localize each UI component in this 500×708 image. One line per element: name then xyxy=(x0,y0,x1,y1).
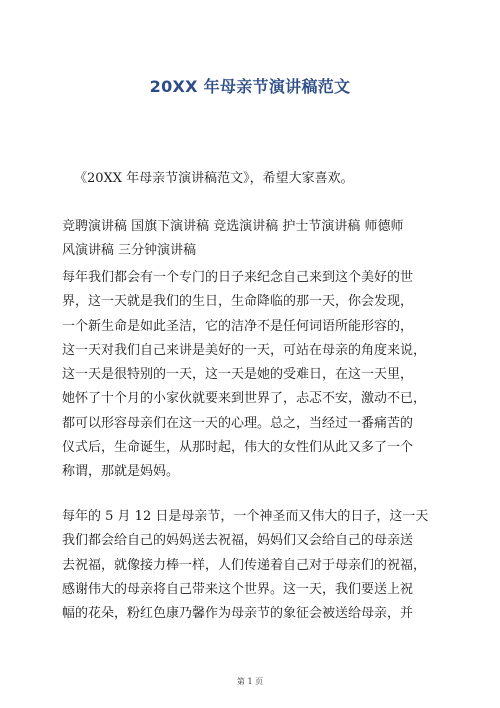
paragraph-line: 仪式后，生命诞生，从那时起，伟大的女性们从此又多了一个 xyxy=(62,440,414,456)
page-number: 第 1 页 xyxy=(236,677,264,686)
paragraph-line: 去祝福，就像接力棒一样，人们传递着自己对于母亲们的祝福， xyxy=(62,557,427,573)
paragraph-2 xyxy=(62,505,442,626)
paragraph-line: 称谓，那就是妈妈。 xyxy=(62,464,180,480)
document-title: 20XX 年母亲节演讲稿范文 xyxy=(149,77,351,96)
paragraph-line: 每年的 5 月 12 日是母亲节，一个神圣而又伟大的日子，这一天 xyxy=(62,509,429,524)
paragraph-line: 每年我们都会有一个专门的日子来纪念自己来到这个美好的世 xyxy=(62,270,414,285)
paragraph-1 xyxy=(62,266,442,485)
paragraph-line: 感谢伟大的母亲将自己带来这个世界。这一天，我们要送上祝 xyxy=(62,581,414,597)
paragraph-line: 一个新生命是如此圣洁，它的洁净不是任何词语所能形容的， xyxy=(62,318,414,334)
paragraph-line: 都可以形容母亲们在这一天的心理。总之，当经过一番痛苦的 xyxy=(62,415,414,431)
paragraph-line: 她怀了十个月的小家伙就要来到世界了，忐忑不安，激动不已， xyxy=(62,391,427,407)
paragraph-line: 我们都会给自己的妈妈送去祝福，妈妈们又会给自己的母亲送 xyxy=(62,533,414,549)
paragraph-line: 这一天对我们自己来讲是美好的一天，可站在母亲的角度来说， xyxy=(62,342,427,358)
speech-links xyxy=(62,215,442,264)
paragraph-line: 幅的花朵，粉红色康乃馨作为母亲节的象征会被送给母亲，并 xyxy=(62,606,414,622)
paragraph-line: 界，这一天就是我们的生日，生命降临的那一天，你会发现， xyxy=(62,294,414,310)
intro-line: 《20XX 年母亲节演讲稿范文》，希望大家喜欢。 xyxy=(74,171,354,186)
links-line: 风演讲稿 三分钟演讲稿 xyxy=(62,243,197,259)
paragraph-line: 这一天是很特别的一天，这一天是她的受难日，在这一天里， xyxy=(62,367,414,383)
links-line: 竞聘演讲稿 国旗下演讲稿 竞选演讲稿 护士节演讲稿 师德师 xyxy=(62,219,404,234)
